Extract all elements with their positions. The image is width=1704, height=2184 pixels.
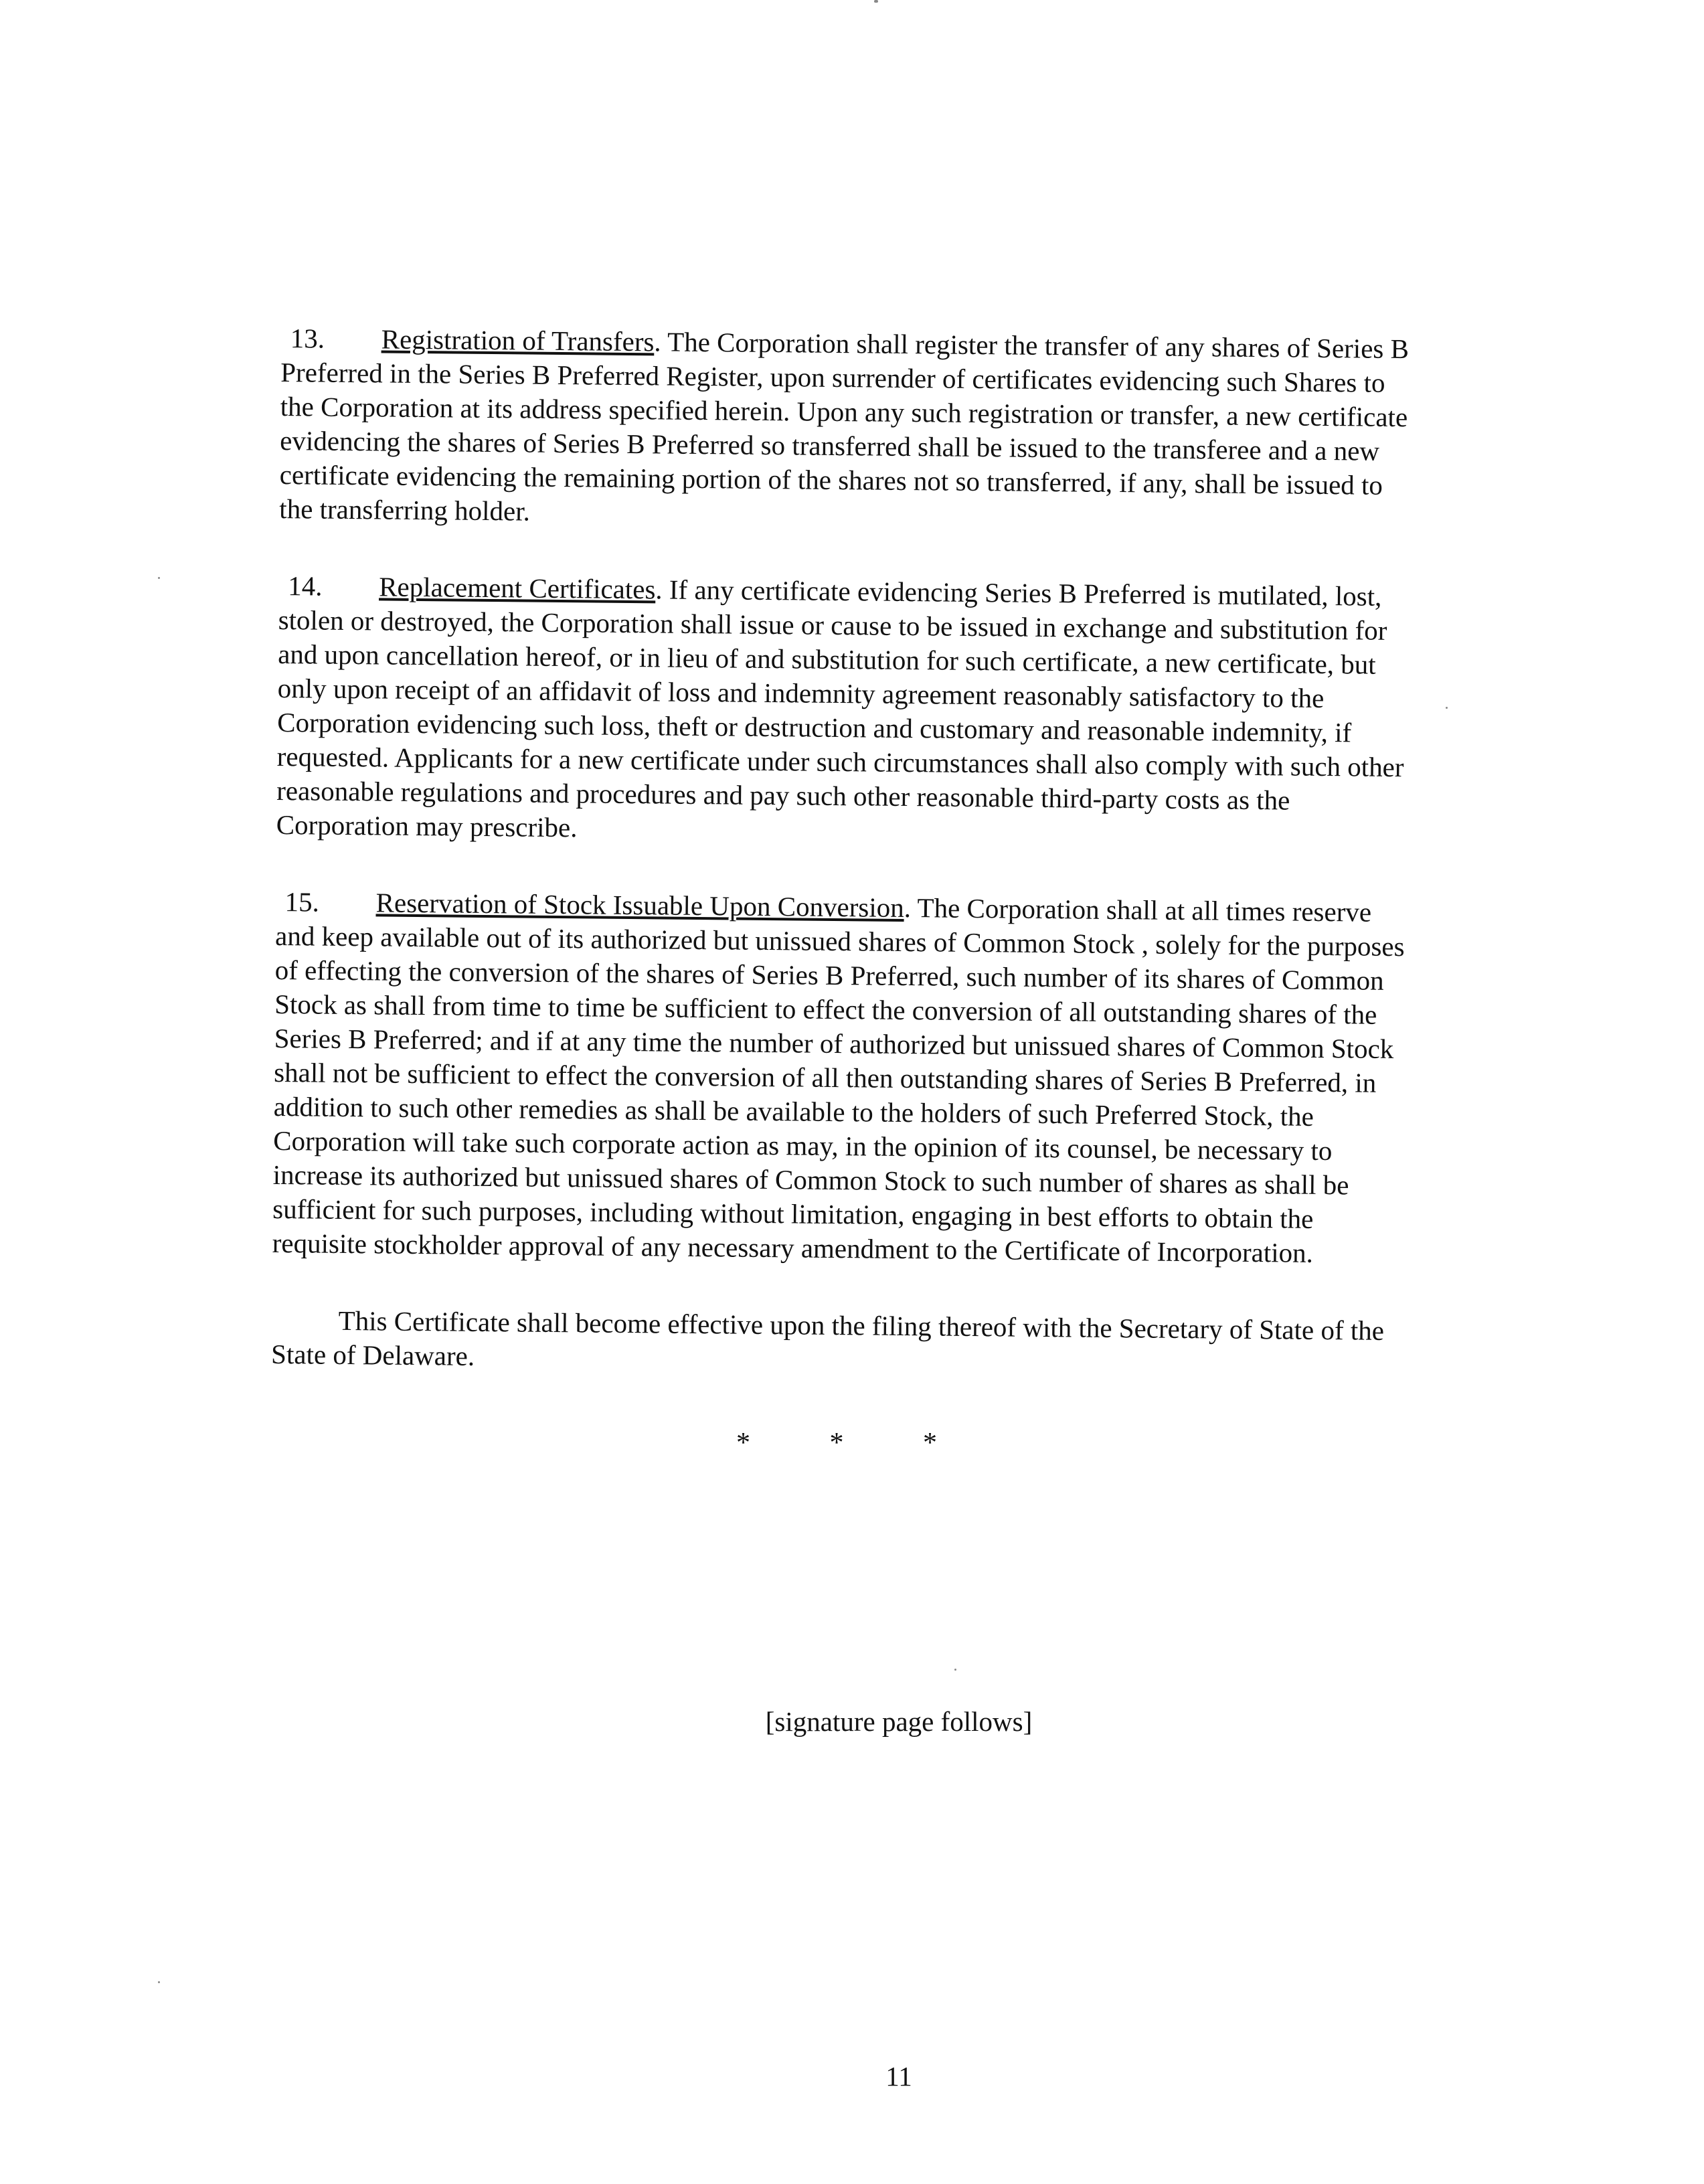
section-number: 13. [290,323,325,354]
section-number: 14. [287,570,323,602]
section-14 [276,569,1410,853]
separator-star: * [736,1428,750,1458]
page-number: 11 [885,2061,912,2092]
section-separator [736,1427,937,1459]
section-heading: Reservation of Stock Issuable Upon Conversion [375,887,904,923]
section-heading: Replacement Certificates [378,571,656,605]
separator-star: * [829,1428,844,1458]
section-number: 15. [284,886,320,918]
section-text: . The Corporation shall at all times reserve and keep available out of its authorized but unissued shares of Common Stock , solely for the purposes of effecting the conversion of the shares of Series B Preferred, such number of its shares of Common Stock as shall from time to time be sufficient to effect the conversion of all outstanding shares of the Series B Preferred; and if at any time the number of authorized but unissued shares of Common Stock shall not be sufficient to effect the conversion of all then outstanding shares of Series B Preferred, in addition to such other remedies as shall be available to the holders of such Preferred Stock, the Corporation will take such corporate action as may, in the opinion of its counsel, be necessary to increase its authorized but unissued shares of Common Stock to such number of shares as shall be sufficient for such purposes, including without limitation, engaging in best efforts to obtain the requisite stockholder approval of any necessary amendment to the Certificate of Incorporation. [272,892,1405,1268]
scan-speck [954,1669,956,1671]
scan-speck [158,1981,160,1983]
section-13 [279,321,1412,537]
scan-speck [158,577,160,579]
signature-page-note: [signature page follows] [765,1706,1033,1737]
section-15 [272,885,1407,1271]
closing-paragraph: This Certificate shall become effective upon the filing thereof with the Secretary of State of the State of Delaware. [270,1305,1385,1371]
section-text: . The Corporation shall register the transfer of any shares of Series B Preferred in the Series B Preferred Register, upon surrender of certificates evidencing such Shares to the Corporation at its address specified herein. Upon any such registration or transfer, a new certificate evidencing the shares of Series B Preferred so transferred shall be issued to the transferee and a new certificate evidencing the remaining portion of the shares not so transferred, if any, shall be issued to the transferring holder. [279,326,1410,527]
scan-speck [874,0,878,3]
scan-speck [1446,707,1448,709]
separator-star: * [923,1428,937,1458]
section-heading: Registration of Transfers [381,323,655,357]
document-body [271,321,1412,1382]
section-text: . If any certificate evidencing Series B Preferred is mutilated, lost, stolen or destroyed, the Corporation shall issue or cause to be issued in exchange and substitution for and upon cancellation hereof, or in lieu of and substitution for such certificate, a new certificate, but only upon receipt of an affidavit of loss and indemnity agreement reasonably satisfactory to the Corporation evidencing such loss, theft or destruction and customary and reasonable indemnity, if requested. Applicants for a new certificate under such circumstances shall also comply with such other reasonable regulations and procedures and pay such other reasonable third-party costs as the Corporation may prescribe. [276,574,1404,843]
